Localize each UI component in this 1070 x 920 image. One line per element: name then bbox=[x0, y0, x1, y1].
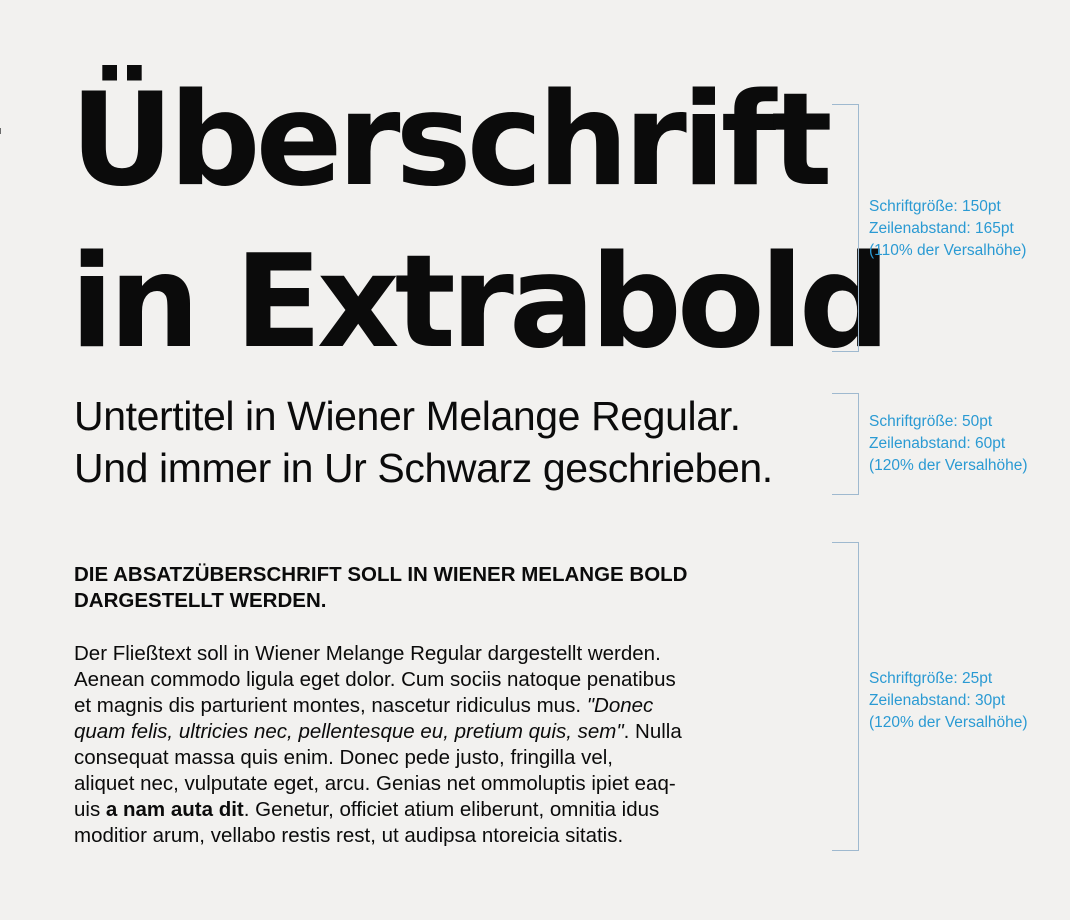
body-bracket bbox=[832, 542, 859, 851]
body-line-7-pre: uis bbox=[74, 798, 106, 821]
body-line-5: consequat massa quis enim. Donec pede justo, fringilla vel, bbox=[74, 746, 613, 769]
subtitle-line-height: Zeilenabstand: 60pt bbox=[869, 435, 1006, 452]
body-line-6: aliquet nec, vulputate eget, arcu. Genias net ommoluptis ipiet eaq- bbox=[74, 772, 676, 795]
body-line-8: moditior arum, vellabo restis rest, ut audipsa ntoreicia sitatis. bbox=[74, 824, 624, 847]
main-heading-line-2: in Extrabold bbox=[70, 228, 886, 377]
body-line-4 bbox=[74, 719, 682, 745]
body-text bbox=[74, 641, 682, 849]
heading-annotation bbox=[869, 196, 1026, 262]
subtitle-ratio: (120% der Versalhöhe) bbox=[869, 457, 1028, 474]
body-font-size: Schriftgröße: 25pt bbox=[869, 670, 993, 687]
body-line-7-post: . Genetur, officiet atium eliberunt, omnitia idus bbox=[243, 798, 660, 821]
subtitle-line-1: Untertitel in Wiener Melange Regular. bbox=[74, 393, 741, 439]
body-line-height: Zeilenabstand: 30pt bbox=[869, 692, 1006, 709]
subtitle bbox=[74, 390, 773, 494]
body-line-4-italic: quam felis, ultricies nec, pellentesque eu, pretium quis, sem" bbox=[74, 720, 624, 743]
body-annotation bbox=[869, 668, 1028, 734]
body-line-3 bbox=[74, 693, 682, 719]
edge-crop-mark bbox=[0, 128, 1, 134]
paragraph-heading-line-1: DIE ABSATZÜBERSCHRIFT SOLL IN WIENER MELANGE BOLD bbox=[74, 563, 688, 586]
main-heading bbox=[70, 60, 885, 384]
body-line-7 bbox=[74, 797, 682, 823]
subtitle-bracket bbox=[832, 393, 859, 495]
main-heading-line-1: Überschrift bbox=[70, 66, 828, 215]
body-line-4-plain: . Nulla bbox=[623, 720, 682, 743]
heading-line-height: Zeilenabstand: 165pt bbox=[869, 220, 1014, 237]
body-line-7-bold: a nam auta dit bbox=[105, 798, 244, 821]
heading-bracket bbox=[832, 104, 859, 352]
heading-ratio: (110% der Versalhöhe) bbox=[869, 242, 1027, 259]
subtitle-annotation bbox=[869, 411, 1028, 477]
body-line-1: Der Fließtext soll in Wiener Melange Regular dargestellt werden. bbox=[74, 642, 661, 665]
body-line-3-italic: "Donec bbox=[586, 694, 654, 717]
paragraph-heading-line-2: DARGESTELLT WERDEN. bbox=[74, 589, 327, 612]
body-line-3-plain: et magnis dis parturient montes, nascetur ridiculus mus. bbox=[74, 694, 587, 717]
paragraph-heading bbox=[74, 562, 687, 614]
body-ratio: (120% der Versalhöhe) bbox=[869, 714, 1028, 731]
subtitle-font-size: Schriftgröße: 50pt bbox=[869, 413, 993, 430]
body-line-2: Aenean commodo ligula eget dolor. Cum sociis natoque penatibus bbox=[74, 668, 676, 691]
subtitle-line-2: Und immer in Ur Schwarz geschrieben. bbox=[74, 445, 773, 491]
heading-font-size: Schriftgröße: 150pt bbox=[869, 198, 1001, 215]
